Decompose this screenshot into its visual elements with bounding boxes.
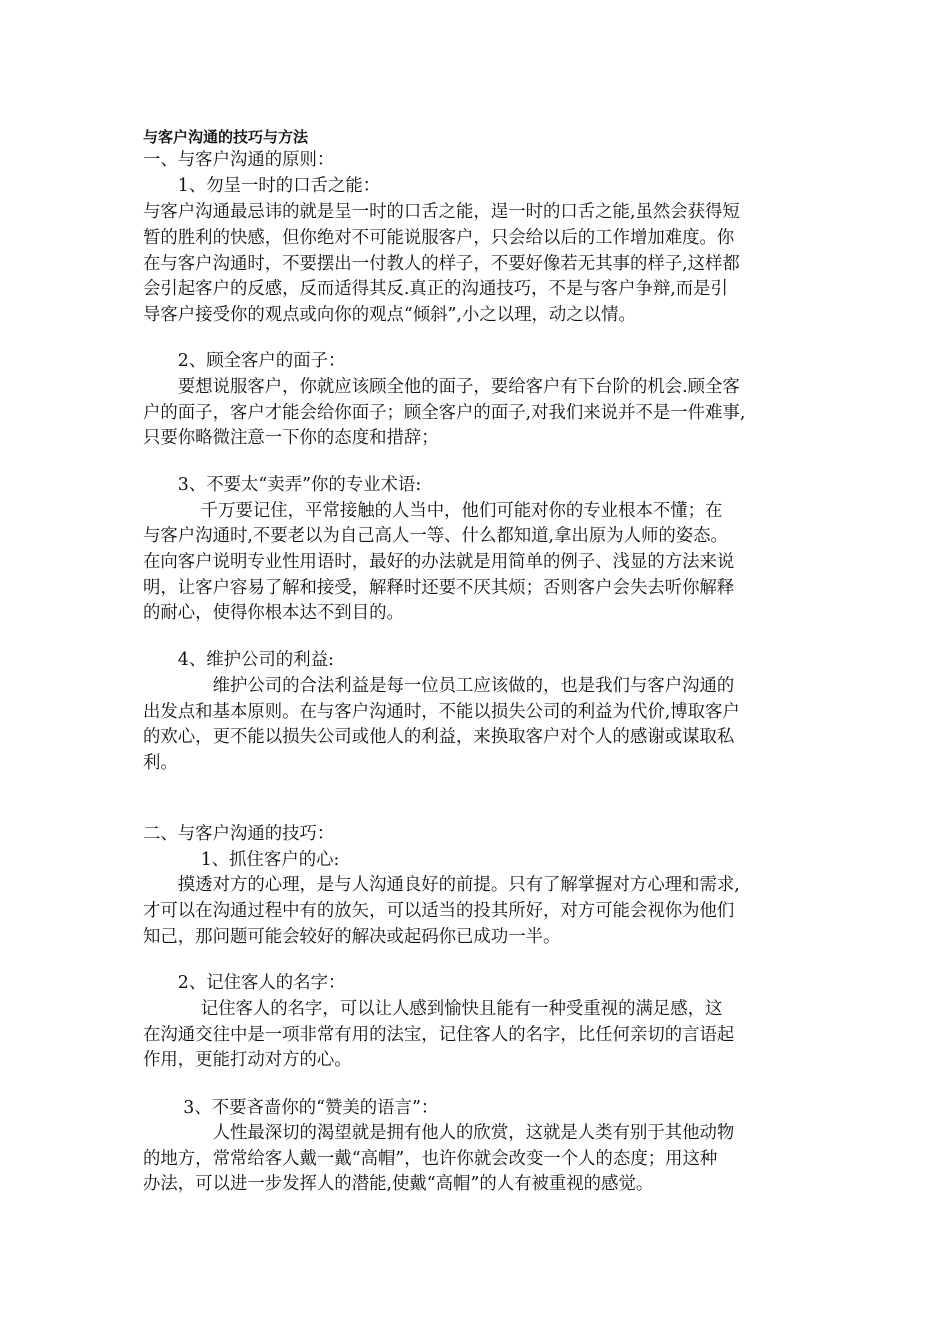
paragraph-line: 在向客户说明专业性用语时，最好的办法就是用简单的例子、浅显的方法来说 <box>143 552 735 572</box>
subsection-heading: 2、记住客人的名字： <box>143 973 346 993</box>
paragraph-line: 与客户沟通时,不要老以为自己高人一等、什么都知道,拿出原为人师的姿态。 <box>143 526 728 546</box>
paragraph-line: 千万要记住，平常接触的人当中，他们可能对你的专业根本不懂；在 <box>143 501 723 521</box>
paragraph-line: 的耐心，使得你根本达不到目的。 <box>143 603 404 623</box>
paragraph-line: 与客户沟通最忌讳的就是呈一时的口舌之能，逞一时的口舌之能,虽然会获得短 <box>143 202 740 222</box>
paragraph-line: 在沟通交往中是一项非常有用的法宝，记住客人的名字，比任何亲切的言语起 <box>143 1025 735 1045</box>
section-heading: 二、与客户沟通的技巧： <box>143 824 335 844</box>
paragraph-line: 要想说服客户，你就应该顾全他的面子，要给客户有下台阶的机会.顾全客 <box>143 377 740 397</box>
paragraph-line: 户的面子，客户才能会给你面子；顾全客户的面子,对我们来说并不是一件难事, <box>143 403 746 423</box>
subsection-heading: 3、不要吝啬你的“赞美的语言”： <box>143 1098 439 1118</box>
subsection-heading: 1、勿呈一时的口舌之能： <box>143 176 381 196</box>
paragraph-line: 才可以在沟通过程中有的放矢，可以适当的投其所好，对方可能会视你为他们 <box>143 901 735 921</box>
paragraph-line: 记住客人的名字，可以让人感到愉快且能有一种受重视的满足感，这 <box>143 999 723 1019</box>
paragraph-line: 导客户接受你的观点或向你的观点“倾斜”,小之以理，动之以情。 <box>143 305 636 325</box>
section-heading: 一、与客户沟通的原则： <box>143 150 335 170</box>
subsection-heading: 4、维护公司的利益: <box>143 650 334 670</box>
paragraph-line: 暂的胜利的快感，但你绝对不可能说服客户，只会给以后的工作增加难度。你 <box>143 228 735 248</box>
paragraph-line: 人性最深切的渴望就是拥有他人的欣赏，这就是人类有别于其他动物 <box>143 1123 735 1143</box>
paragraph-line: 的地方，常常给客人戴一戴“高帽”，也许你就会改变一个人的态度；用这种 <box>143 1149 718 1169</box>
paragraph-line: 在与客户沟通时，不要摆出一付教人的样子，不要好像若无其事的样子,这样都 <box>143 254 740 274</box>
paragraph-line: 维护公司的合法利益是每一位员工应该做的，也是我们与客户沟通的 <box>143 676 735 696</box>
paragraph-line: 明，让客户容易了解和接受，解释时还要不厌其烦；否则客户会失去听你解释 <box>143 578 735 598</box>
paragraph-line: 知己，那问题可能会较好的解决或起码你已成功一半。 <box>143 927 561 947</box>
subsection-heading: 2、顾全客户的面子： <box>143 351 346 371</box>
paragraph-line: 会引起客户的反感，反而适得其反.真正的沟通技巧，不是与客户争辩,而是引 <box>143 279 728 299</box>
paragraph-line: 只要你略微注意一下你的态度和措辞； <box>143 428 439 448</box>
paragraph-line: 利。 <box>143 753 178 773</box>
paragraph-line: 的欢心，更不能以损失公司或他人的利益，来换取客户对个人的感谢或谋取私 <box>143 727 735 747</box>
paragraph-line: 摸透对方的心理，是与人沟通良好的前提。只有了解掌握对方心理和需求, <box>143 875 740 895</box>
paragraph-line: 作用，更能打动对方的心。 <box>143 1050 352 1070</box>
subsection-heading: 3、不要太“卖弄”你的专业术语: <box>143 475 422 495</box>
paragraph-line: 出发点和基本原则。在与客户沟通时，不能以损失公司的利益为代价,博取客户 <box>143 702 740 722</box>
paragraph-line: 办法，可以进一步发挥人的潜能,使戴“高帽”的人有被重视的感觉。 <box>143 1174 654 1194</box>
document-title: 与客户沟通的技巧与方法 <box>143 128 309 146</box>
subsection-heading: 1、抓住客户的心: <box>143 850 340 870</box>
